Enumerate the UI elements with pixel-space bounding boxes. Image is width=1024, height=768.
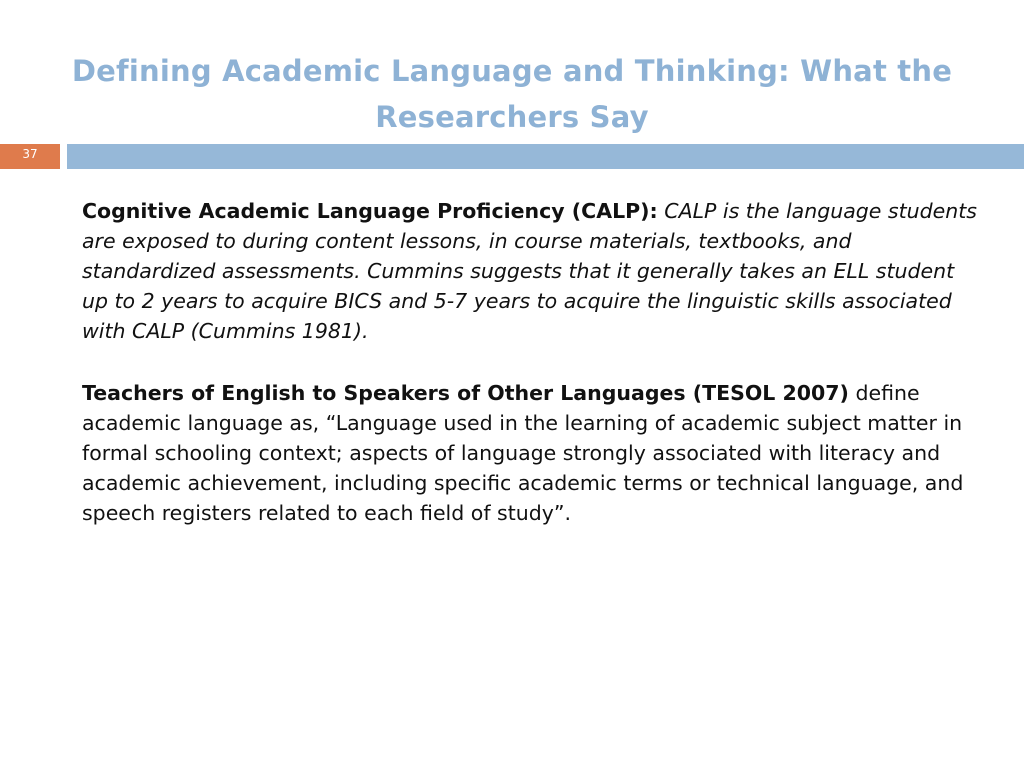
- title-divider-bar: [67, 144, 1024, 169]
- paragraph-tesol: [82, 378, 977, 528]
- slide-title: Defining Academic Language and Thinking: What the Researchers Say: [71, 54, 953, 134]
- slide-body: [82, 196, 977, 560]
- term-calp: Cognitive Academic Language Proficiency (CALP):: [82, 199, 658, 223]
- slide-number-badge: 37: [0, 144, 60, 169]
- definition-calp: CALP is the language students are exposed to during content lessons, in course materials, textbooks, and standardized assessments. Cummins suggests that it generally takes an ELL student up to 2 years to acquire BICS and 5-7 years to acquire the linguistic skills associated with CALP (Cummins 1981).: [82, 199, 977, 343]
- term-tesol: Teachers of English to Speakers of Other Languages (TESOL 2007): [82, 381, 849, 405]
- paragraph-calp: [82, 196, 977, 346]
- definition-tesol: define academic language as, “Language used in the learning of academic subject matter in formal schooling context; aspects of language strongly associated with literacy and academic achievement, including specific academic terms or technical language, and speech registers related to each field of study”.: [82, 381, 964, 525]
